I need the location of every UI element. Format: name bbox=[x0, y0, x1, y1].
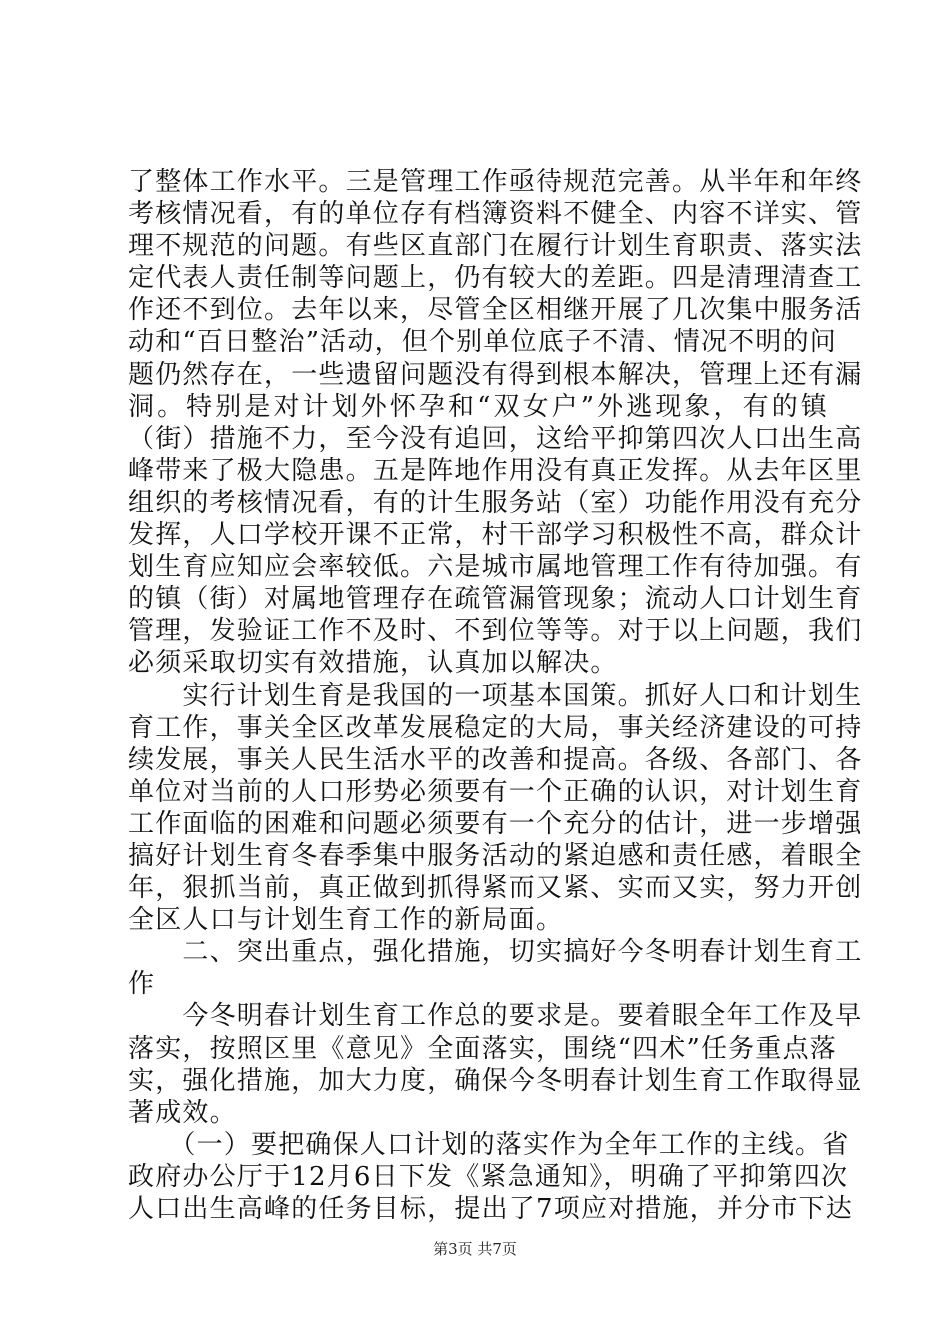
text-line: 发挥，人口学校开课不正常，村干部学习积极性不高，群众计 bbox=[128, 520, 863, 551]
text-line: 理不规范的问题。有些区直部门在履行计划生育职责、落实法 bbox=[128, 231, 863, 262]
section-heading: 作 bbox=[128, 969, 156, 1000]
text-line: 峰带来了极大隐患。五是阵地作用没有真正发挥。从去年区里 bbox=[128, 455, 863, 486]
text-line: 落实，按照区里《意见》全面落实，围绕“四术”任务重点落 bbox=[128, 1033, 837, 1064]
text-line: 的镇（街）对属地管理存在疏管漏管现象；流动人口计划生育 bbox=[128, 584, 863, 615]
text-line: （一）要把确保人口计划的落实作为全年工作的主线。省 bbox=[128, 1129, 850, 1160]
text-line: 年，狠抓当前，真正做到抓得紧而又紧、实而又实，努力开创 bbox=[128, 873, 863, 904]
text-line: 工作面临的困难和问题必须要有一个充分的估计，进一步增强 bbox=[128, 808, 863, 839]
text-line: （街）措施不力，至今没有追回，这给平抑第四次人口出生高 bbox=[128, 423, 863, 454]
text-line: 组织的考核情况看，有的计生服务站（室）功能作用没有充分 bbox=[128, 487, 863, 518]
text-line: 今冬明春计划生育工作总的要求是。要着眼全年工作及早 bbox=[128, 1001, 863, 1032]
text-line: 著成效。 bbox=[128, 1097, 237, 1128]
text-line: 管理，发验证工作不及时、不到位等等。对于以上问题，我们 bbox=[128, 616, 863, 647]
text-line: 续发展，事关人民生活水平的改善和提高。各级、各部门、各 bbox=[128, 744, 863, 775]
text-line: 划生育应知应会率较低。六是城市属地管理工作有待加强。有 bbox=[128, 552, 863, 583]
text-line: 动和“百日整治”活动，但个别单位底子不清、情况不明的问 bbox=[128, 327, 837, 358]
text-line: 题仍然存在，一些遗留问题没有得到根本解决，管理上还有漏 bbox=[128, 359, 863, 390]
page-number-footer: 第3页 共7页 bbox=[433, 1240, 517, 1258]
text-line: 必须采取切实有效措施，认真加以解决。 bbox=[128, 648, 618, 679]
text-line: 了整体工作水平。三是管理工作亟待规范完善。从半年和年终 bbox=[128, 167, 863, 197]
text-line: 考核情况看，有的单位存有档簿资料不健全、内容不详实、管 bbox=[128, 199, 863, 230]
text-line: 实，强化措施，加大力度，确保今冬明春计划生育工作取得显 bbox=[128, 1065, 863, 1096]
text-line: 育工作，事关全区改革发展稳定的大局，事关经济建设的可持 bbox=[128, 712, 863, 743]
text-line: 实行计划生育是我国的一项基本国策。抓好人口和计划生 bbox=[128, 680, 863, 711]
text-line: 搞好计划生育冬春季集中服务活动的紧迫感和责任感，着眼全 bbox=[128, 840, 863, 871]
text-line: 政府办公厅于12月6日下发《紧急通知》，明确了平抑第四次 bbox=[128, 1161, 849, 1192]
text-line: 人口出生高峰的任务目标，提出了7项应对措施，并分市下达 bbox=[128, 1194, 853, 1224]
text-line: 全区人口与计划生育工作的新局面。 bbox=[128, 905, 564, 936]
text-line: 单位对当前的人口形势必须要有一个正确的认识，对计划生育 bbox=[128, 776, 863, 807]
document-body bbox=[128, 166, 863, 1225]
text-line: 洞。特别是对计划外怀孕和“双女户”外逃现象，有的镇 bbox=[128, 391, 828, 422]
section-heading: 二、突出重点，强化措施，切实搞好今冬明春计划生育工 bbox=[128, 937, 863, 968]
text-line: 作还不到位。去年以来，尽管全区相继开展了几次集中服务活 bbox=[128, 295, 863, 326]
text-line: 定代表人责任制等问题上，仍有较大的差距。四是清理清查工 bbox=[128, 263, 863, 294]
